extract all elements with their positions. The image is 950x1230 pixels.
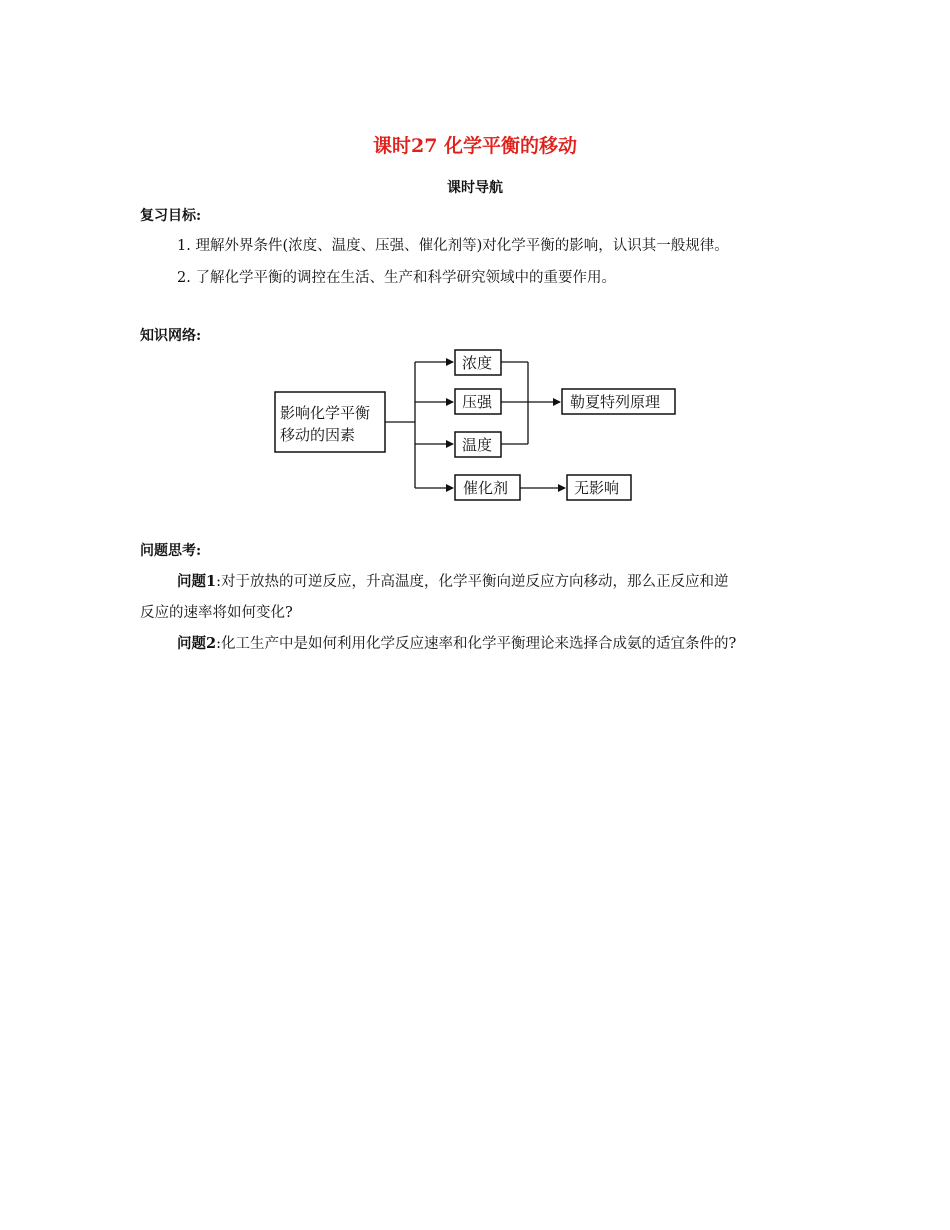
- no-effect-box: [567, 475, 631, 500]
- source-label-line1: 影响化学平衡: [280, 404, 371, 422]
- source-box: [275, 392, 385, 452]
- factor-box-concentration: [455, 350, 501, 375]
- factor-box-pressure: [455, 389, 501, 414]
- question-1-label: 问题1: [177, 573, 217, 590]
- question-2-label: 问题2: [177, 635, 217, 652]
- source-label-line2: 移动的因素: [280, 426, 356, 444]
- connector-lines: [385, 362, 565, 488]
- question-1: [177, 570, 728, 591]
- section-subtitle: 课时导航: [447, 180, 503, 196]
- questions-heading: 问题思考:: [140, 543, 202, 559]
- factor-label: 催化剂: [463, 479, 509, 497]
- factor-box-temperature: [455, 432, 501, 457]
- goals-heading: 复习目标:: [140, 208, 202, 224]
- goal-item-1: 1. 理解外界条件(浓度、温度、压强、催化剂等)对化学平衡的影响，认识其一般规律。: [177, 238, 729, 254]
- question-1-text: :对于放热的可逆反应，升高温度，化学平衡向逆反应方向移动，那么正反应和逆: [216, 574, 729, 590]
- knowledge-network-diagram: [270, 345, 690, 505]
- no-effect-label: 无影响: [574, 479, 620, 497]
- question-2: [177, 632, 736, 653]
- factor-label: 温度: [462, 436, 493, 454]
- factor-label: 浓度: [462, 354, 493, 372]
- principle-box: [562, 389, 675, 414]
- factor-box-catalyst: [455, 475, 520, 500]
- network-heading: 知识网络:: [140, 328, 202, 344]
- question-2-text: :化工生产中是如何利用化学反应速率和化学平衡理论来选择合成氨的适宜条件的?: [216, 636, 737, 652]
- factor-label: 压强: [462, 393, 493, 411]
- page-title: 课时27 化学平衡的移动: [372, 135, 578, 157]
- principle-label: 勒夏特列原理: [570, 393, 661, 411]
- goal-item-2: 2. 了解化学平衡的调控在生活、生产和科学研究领域中的重要作用。: [177, 270, 616, 286]
- question-1-continuation: 反应的速率将如何变化?: [140, 605, 293, 621]
